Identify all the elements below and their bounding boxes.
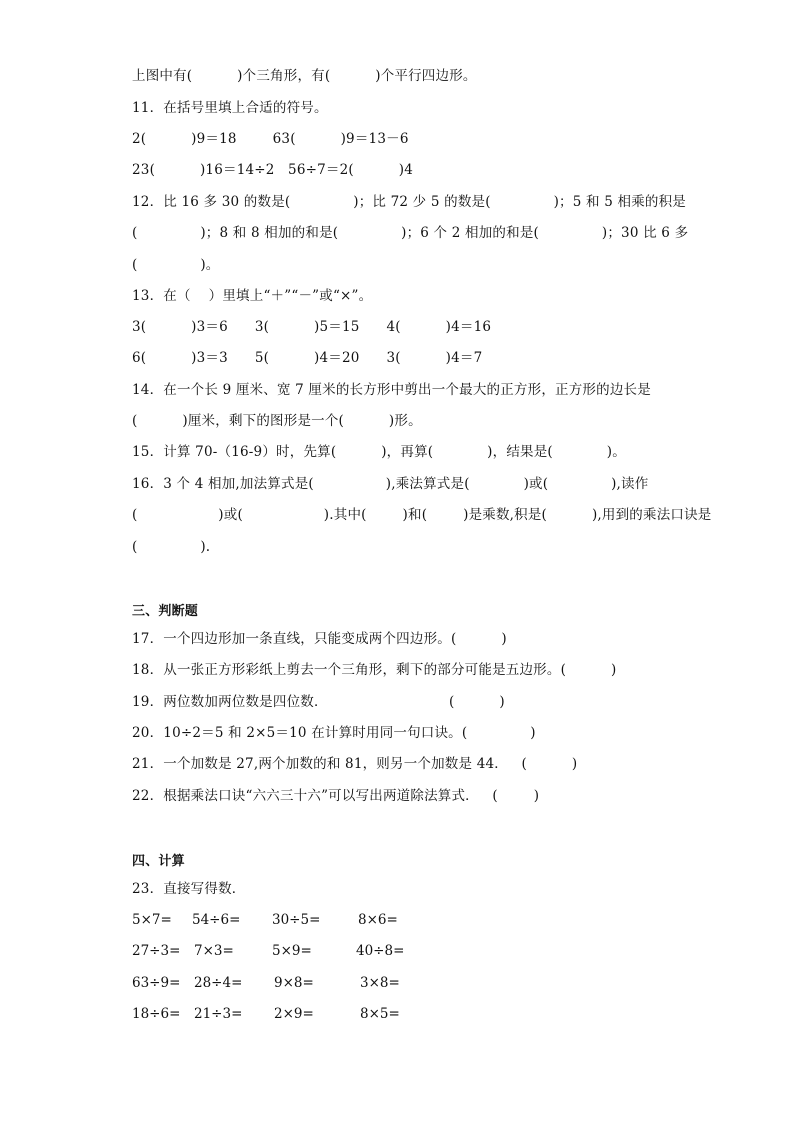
q18-line: 18．从一张正方形彩纸上剪去一个三角形，剩下的部分可能是五边形。( ) [132, 662, 617, 678]
calc-item: 9×8= [274, 975, 314, 991]
q12-line-1: 12．比 16 多 30 的数是( )；比 72 少 5 的数是( )；5 和 5 相乘的积是 [132, 194, 687, 210]
q22-line: 22．根据乘法口诀“六六三十六”可以写出两道除法算式． ( ) [132, 788, 540, 804]
q13-row-1: 3( )3＝6 3( )5＝15 4( )4＝16 [132, 319, 492, 335]
q21-line: 21．一个加数是 27,两个加数的和 81，则另一个加数是 44． ( ) [132, 756, 578, 772]
calc-item: 7×3= [194, 943, 234, 959]
section-3-heading: 三、判断题 [132, 604, 199, 619]
calc-item: 27÷3= [132, 943, 181, 959]
q10-tail: 上图中有( )个三角形，有( )个平行四边形。 [132, 68, 477, 84]
calc-item: 5×7= [132, 912, 172, 928]
q12-line-3: ( )。 [132, 257, 220, 273]
q11-row-1: 2( )9＝18 63( )9＝13－6 [132, 131, 409, 147]
calc-item: 2×9= [274, 1006, 314, 1022]
q13-row-2: 6( )3＝3 5( )4＝20 3( )4＝7 [132, 350, 483, 366]
q17-line: 17．一个四边形加一条直线，只能变成两个四边形。( ) [132, 631, 507, 647]
section-4-heading: 四、计算 [132, 854, 185, 869]
calc-item: 40÷8= [356, 943, 405, 959]
q13-title: 13．在（ ）里填上“＋”“－”或“×”。 [132, 288, 373, 304]
q23-title: 23．直接写得数． [132, 881, 246, 897]
calc-item: 18÷6= [132, 1006, 181, 1022]
q16-line-1: 16．3 个 4 相加,加法算式是( ),乘法算式是( )或( ),读作 [132, 476, 649, 492]
q16-line-3: ( ). [132, 539, 211, 555]
calc-item: 8×6= [358, 912, 398, 928]
q16-line-2: ( )或( ).其中( )和( )是乘数,积是( ),用到的乘法口诀是 [132, 507, 712, 523]
q11-row-2: 23( )16＝14÷2 56÷7＝2( )4 [132, 162, 414, 178]
calc-item: 8×5= [360, 1006, 400, 1022]
q14-line-1: 14．在一个长 9 厘米、宽 7 厘米的长方形中剪出一个最大的正方形，正方形的边长是 [132, 382, 651, 398]
calc-item: 3×8= [360, 975, 400, 991]
q15-line: 15．计算 70-（16-9）时，先算( )，再算( )，结果是( )。 [132, 444, 626, 460]
q11-title: 11．在括号里填上合适的符号。 [132, 100, 328, 116]
calc-item: 21÷3= [194, 1006, 243, 1022]
calc-item: 63÷9= [132, 975, 181, 991]
q14-line-2: ( )厘米，剩下的图形是一个( )形。 [132, 413, 422, 429]
q12-line-2: ( )；8 和 8 相加的和是( )；6 个 2 相加的和是( )；30 比 6 多 [132, 225, 689, 241]
calc-item: 54÷6= [192, 912, 241, 928]
q19-line: 19．两位数加两位数是四位数． ( ) [132, 694, 505, 710]
q20-line: 20．10÷2＝5 和 2×5＝10 在计算时用同一句口诀。( ) [132, 725, 536, 741]
calc-item: 28÷4= [194, 975, 243, 991]
calc-item: 5×9= [272, 943, 312, 959]
calc-item: 30÷5= [272, 912, 321, 928]
